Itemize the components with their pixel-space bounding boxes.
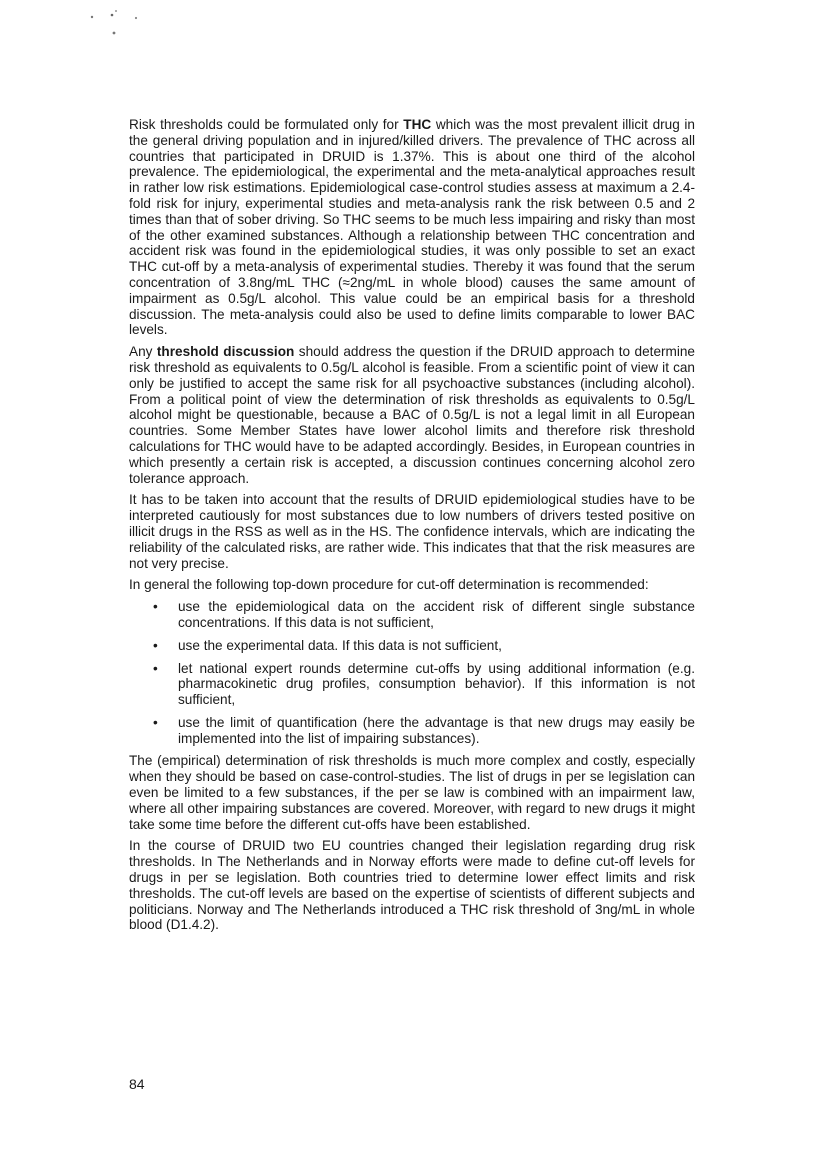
speck <box>111 14 114 17</box>
speck <box>113 32 116 35</box>
text-run: The (empirical) determination of risk thresholds is much more complex and costly, especially when they should be based on case-control-studies. The list of drugs in per se legislation can even be limited to a few substances, if the per se law is combined with an impairment law, where all other impairing substances are covered. Moreover, with regard to new drugs it might take some time before the different cut-offs have been established. <box>129 753 695 832</box>
paragraph <box>129 492 695 571</box>
scan-specks <box>0 0 160 50</box>
page-body <box>129 117 695 939</box>
bullet-marker: • <box>153 714 158 730</box>
text-run: Risk thresholds could be formulated only for <box>129 117 404 132</box>
list-item-text: use the epidemiological data on the accident risk of different single substance concentrations. If this data is not sufficient, <box>178 599 695 630</box>
page-number: 84 <box>129 1076 145 1092</box>
bullet-marker: • <box>153 637 158 653</box>
list-item-text: let national expert rounds determine cut-offs by using additional information (e.g. pharmacokinetic drug profiles, consumption behavior). If this information is not sufficient, <box>178 660 695 708</box>
paragraph-group-before <box>129 117 695 593</box>
bold-term: threshold discussion <box>156 344 295 360</box>
text-run: which was the most prevalent illicit drug in the general driving population and in injured/killed drivers. The prevalence of THC across all countries that participated in DRUID is 1.37%. This is about one third of the alcohol prevalence. The epidemiological, the experimental and the meta-analytical approaches result in rather low risk estimations. Epidemiological case-control studies assess at maximum a 2.4-fold risk for injury, experimental studies and meta-analysis rank the risk between 0.5 and 2 times than that of sober driving. So THC seems to be much less impairing and risky than most of the other examined substances. Although a relationship between THC concentration and accident risk was found in the epidemiological studies, it was only possible to set an exact THC cut-off by a meta-analysis of experimental studies. Thereby it was found that the serum concentration of 3.8ng/mL THC (≈2ng/mL in whole blood) causes the same amount of impairment as 0.5g/L alcohol. This value could be an empirical basis for a threshold discussion. The meta-analysis could also be used to define limits comparable to lower BAC levels. <box>129 117 695 338</box>
paragraph <box>129 117 695 338</box>
text-run: It has to be taken into account that the results of DRUID epidemiological studies have to be interpreted cautiously for most substances due to low numbers of drivers tested positive on illicit drugs in the RSS as well as in the HS. The confidence intervals, which are indicating the reliability of the calculated risks, are rather wide. This indicates that that the risk measures are not very precise. <box>129 492 695 571</box>
list-item-text: use the limit of quantification (here the advantage is that new drugs may easily be implemented into the list of impairing substances). <box>178 714 695 746</box>
text-run: should address the question if the DRUID approach to determine risk threshold as equivalents to 0.5g/L alcohol is feasible. From a scientific point of view it can only be justified to accept the same risk for all psychoactive substances (including alcohol). From a political point of view the determination of risk thresholds as equivalents to 0.5g/L alcohol might be questionable, because a BAC of 0.5g/L is not a legal limit in all European countries. Some Member States have lower alcohol limits and therefore risk threshold calculations for THC would have to be adapted accordingly. Besides, in European countries in which presently a certain risk is accepted, a discussion continues concerning alcohol zero tolerance approach. <box>129 344 695 486</box>
list-item <box>129 599 695 631</box>
recommendation-list <box>129 599 695 746</box>
list-item <box>129 661 695 708</box>
list-item-text: use the experimental data. If this data is not sufficient, <box>178 637 502 653</box>
paragraph <box>129 344 695 486</box>
text-run: Any <box>129 344 157 360</box>
text-run: In general the following top-down procedure for cut-off determination is recommended: <box>129 577 649 593</box>
bullet-marker: • <box>153 660 158 676</box>
list-item <box>129 715 695 747</box>
speck <box>115 10 117 12</box>
bullet-marker: • <box>153 599 158 615</box>
paragraph <box>129 577 695 593</box>
paragraph <box>129 838 695 933</box>
speck <box>91 16 93 18</box>
bold-term: THC <box>403 117 432 132</box>
speck <box>135 17 137 19</box>
text-run: In the course of DRUID two EU countries changed their legislation regarding drug risk thresholds. In The Netherlands and in Norway efforts were made to define cut-off levels for drugs in per se legislation. Both countries tried to determine lower effect limits and risk thresholds. The cut-off levels are based on the expertise of scientists of different subjects and politicians. Norway and The Netherlands introduced a THC risk threshold of 3ng/mL in whole blood (D1.4.2). <box>129 838 695 933</box>
paragraph-group-after <box>129 753 695 933</box>
list-item <box>129 638 695 654</box>
paragraph <box>129 753 695 832</box>
